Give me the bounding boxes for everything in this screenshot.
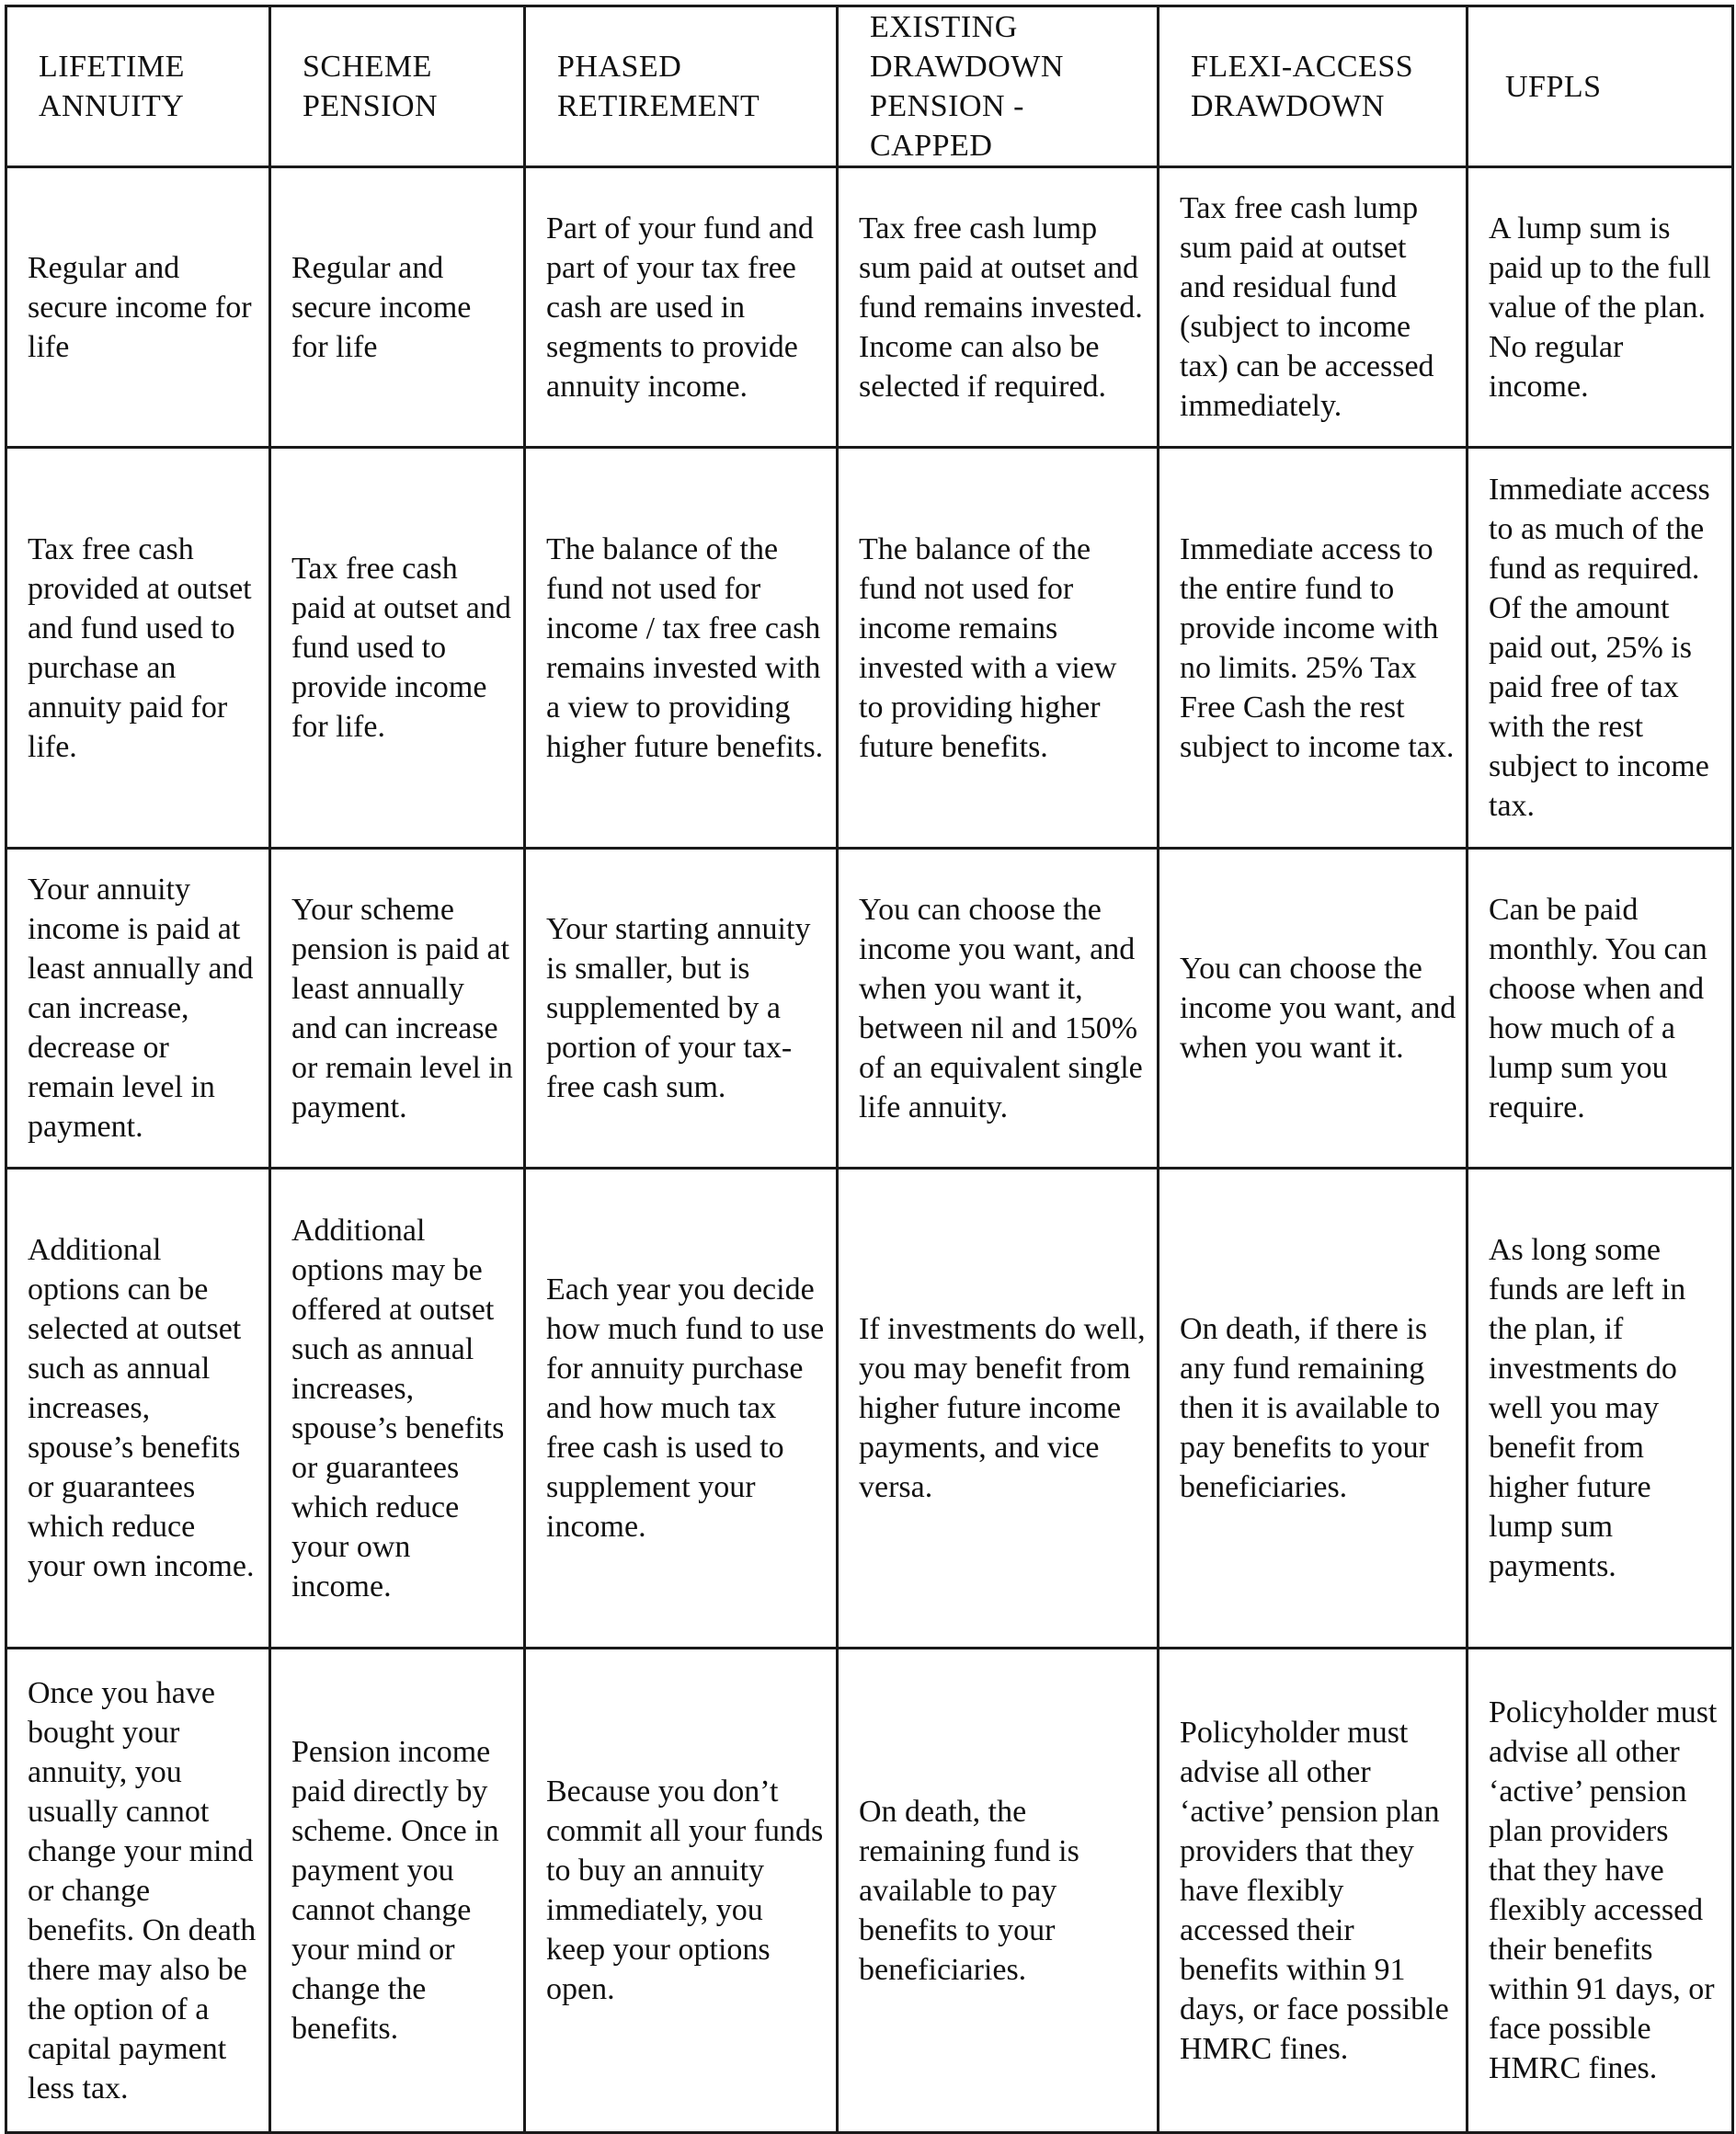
table-row — [6, 1649, 1733, 2133]
table-cell: Regular and secure income for life — [270, 167, 525, 448]
header-label: UFPLS — [1505, 69, 1602, 104]
header-phased-retirement — [525, 6, 838, 167]
table-cell: Pension income paid directly by scheme. Once in payment you cannot change your mind or change the benefits. — [270, 1649, 525, 2133]
table-cell: Because you don’t commit all your funds to buy an annuity immediately, you keep your options open. — [525, 1649, 838, 2133]
header-ufpls — [1468, 6, 1733, 167]
table-cell: As long some funds are left in the plan, if investments do well you may benefit from higher future lump sum payments. — [1468, 1169, 1733, 1649]
table-cell: Policyholder must advise all other ‘active’ pension plan providers that they have flexibly accessed their benefits within 91 days, or face possible HMRC fines. — [1468, 1649, 1733, 2133]
table-cell: Can be paid monthly. You can choose when and how much of a lump sum you require. — [1468, 849, 1733, 1169]
table-cell: Part of your fund and part of your tax free cash are used in segments to provide annuity income. — [525, 167, 838, 448]
header-label: EXISTING DRAWDOWN PENSION - CAPPED — [870, 10, 1064, 163]
header-label: LIFETIME ANNUITY — [39, 50, 185, 123]
table-row — [6, 1169, 1733, 1649]
table-cell: If investments do well, you may benefit from higher future income payments, and vice versa. — [838, 1169, 1159, 1649]
table-cell: The balance of the fund not used for income / tax free cash remains invested with a view to providing higher future benefits. — [525, 448, 838, 849]
table-cell: Your annuity income is paid at least annually and can increase, decrease or remain level in payment. — [6, 849, 270, 1169]
header-scheme-pension — [270, 6, 525, 167]
table-row — [6, 849, 1733, 1169]
pension-options-table — [5, 5, 1734, 2134]
header-existing-drawdown-capped — [838, 6, 1159, 167]
header-flexi-access-drawdown — [1159, 6, 1468, 167]
table-cell: Immediate access to as much of the fund as required. Of the amount paid out, 25% is paid free of tax with the rest subject to income tax. — [1468, 448, 1733, 849]
table-row — [6, 448, 1733, 849]
table-cell: Tax free cash paid at outset and fund used to provide income for life. — [270, 448, 525, 849]
table-cell: Each year you decide how much fund to use for annuity purchase and how much tax free cash is used to supplement your income. — [525, 1169, 838, 1649]
header-label: FLEXI-ACCESS DRAWDOWN — [1191, 50, 1414, 123]
table-row — [6, 167, 1733, 448]
table-cell: Your scheme pension is paid at least annually and can increase or remain level in payment. — [270, 849, 525, 1169]
table-cell: Tax free cash provided at outset and fund used to purchase an annuity paid for life. — [6, 448, 270, 849]
table-cell: Once you have bought your annuity, you usually cannot change your mind or change benefits. On death there may also be the option of a capital payment less tax. — [6, 1649, 270, 2133]
table-cell: The balance of the fund not used for income remains invested with a view to providing higher future benefits. — [838, 448, 1159, 849]
table-cell: On death, if there is any fund remaining then it is available to pay benefits to your beneficiaries. — [1159, 1169, 1468, 1649]
header-lifetime-annuity — [6, 6, 270, 167]
table-cell: Additional options may be offered at outset such as annual increases, spouse’s benefits or guarantees which reduce your own income. — [270, 1169, 525, 1649]
table-cell: Immediate access to the entire fund to provide income with no limits. 25% Tax Free Cash the rest subject to income tax. — [1159, 448, 1468, 849]
header-row — [6, 6, 1733, 167]
table-cell: Regular and secure income for life — [6, 167, 270, 448]
table-cell: Additional options can be selected at outset such as annual increases, spouse’s benefits or guarantees which reduce your own income. — [6, 1169, 270, 1649]
table-cell: A lump sum is paid up to the full value of the plan. No regular income. — [1468, 167, 1733, 448]
table-cell: Policyholder must advise all other ‘active’ pension plan providers that they have flexibly accessed their benefits within 91 days, or face possible HMRC fines. — [1159, 1649, 1468, 2133]
table-cell: Tax free cash lump sum paid at outset and residual fund (subject to income tax) can be accessed immediately. — [1159, 167, 1468, 448]
table-cell: On death, the remaining fund is available to pay benefits to your beneficiaries. — [838, 1649, 1159, 2133]
header-label: PHASED RETIREMENT — [557, 50, 760, 123]
header-label: SCHEME PENSION — [303, 50, 439, 123]
table-cell: Your starting annuity is smaller, but is supplemented by a portion of your tax-free cash sum. — [525, 849, 838, 1169]
table-cell: Tax free cash lump sum paid at outset and fund remains invested. Income can also be selected if required. — [838, 167, 1159, 448]
table-cell: You can choose the income you want, and when you want it, between nil and 150% of an equivalent single life annuity. — [838, 849, 1159, 1169]
table-cell: You can choose the income you want, and when you want it. — [1159, 849, 1468, 1169]
